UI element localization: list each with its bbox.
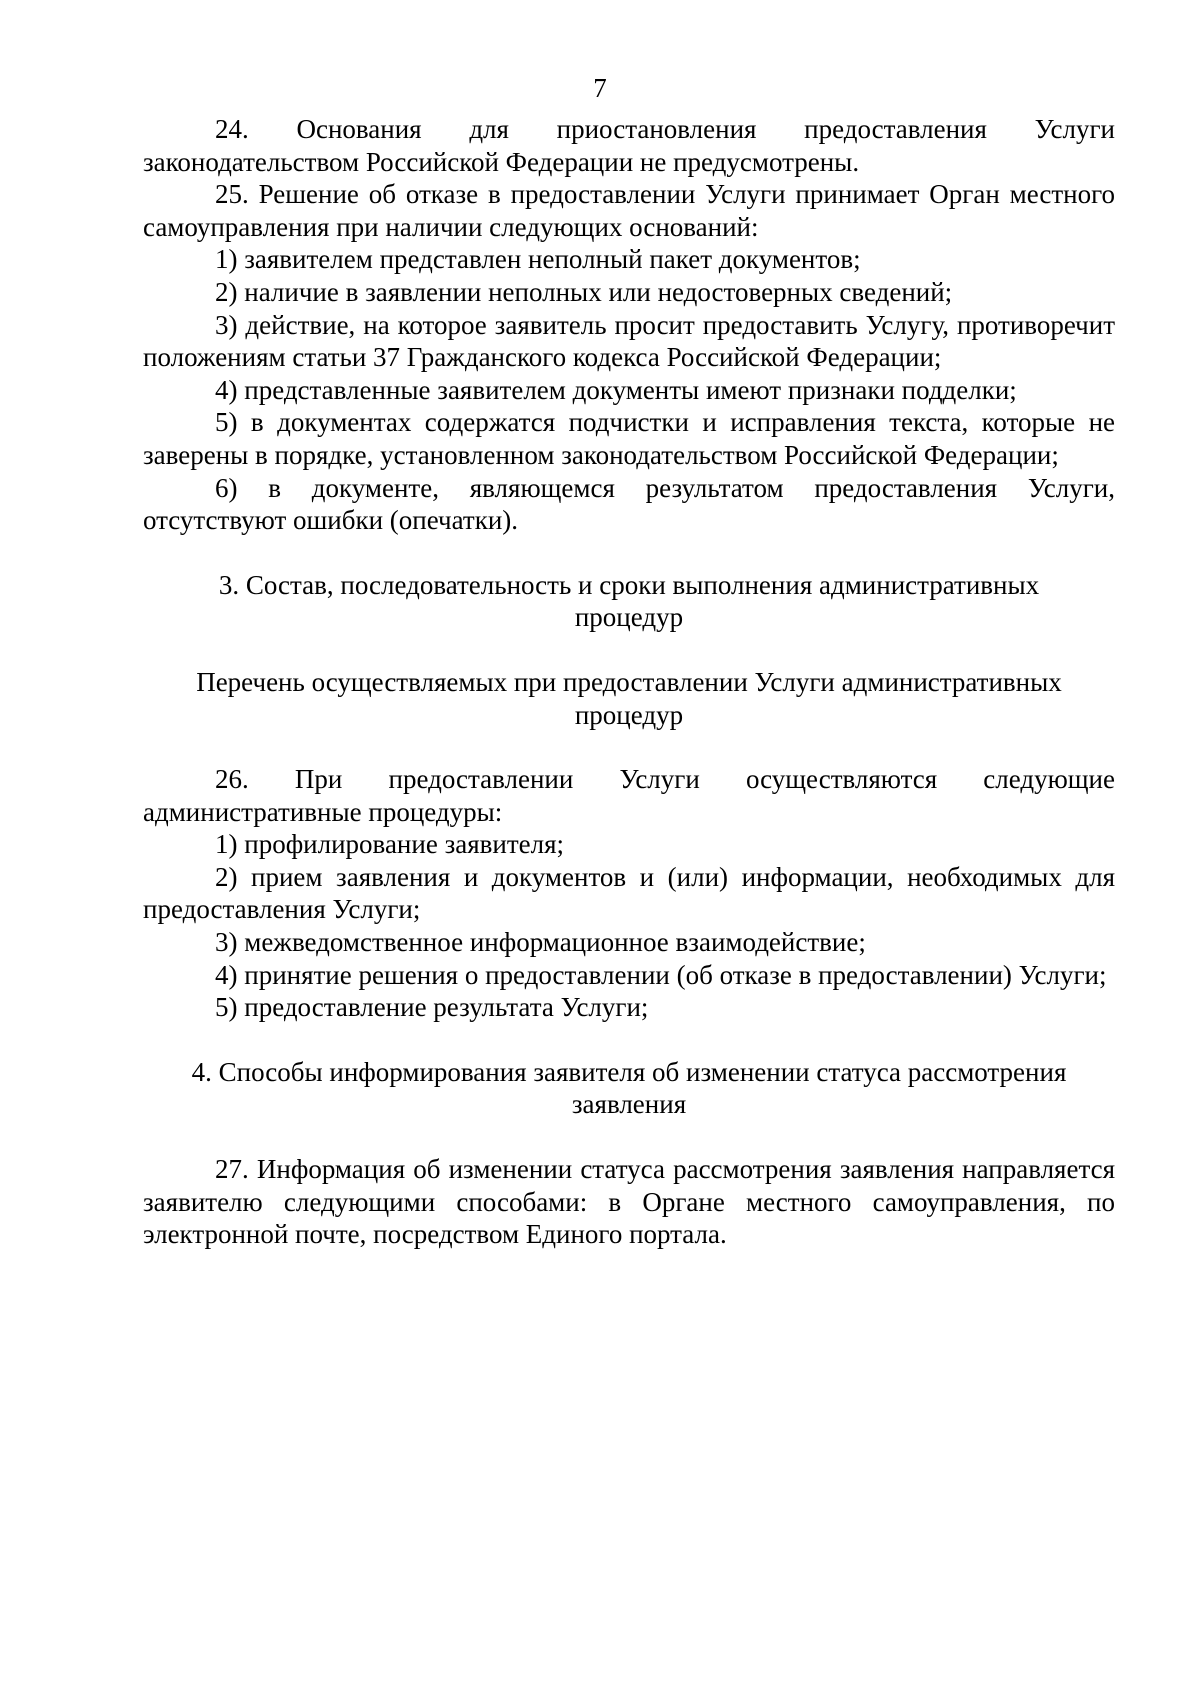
list-item: 1) профилирование заявителя; bbox=[215, 829, 565, 860]
list-item: 4) представленные заявителем документы имеют признаки подделки; bbox=[215, 374, 1017, 405]
list-item: 5) в документах содержатся подчистки и исправления текста, которые не заверены в порядке, установленном законодательством Российской Федерации; bbox=[143, 407, 1115, 470]
section-heading-4: 4. Способы информирования заявителя об изменении статуса рассмотрения заявления bbox=[191, 1056, 1067, 1120]
list-item: 5) предоставление результата Услуги; bbox=[215, 992, 649, 1023]
page-number: 7 bbox=[593, 73, 607, 103]
list-item: 2) прием заявления и документов и (или) информации, необходимых для предоставления Услуги; bbox=[143, 861, 1115, 925]
document-body bbox=[143, 113, 1115, 1251]
section-subheading-3: Перечень осуществляемых при предоставлении Услуги административных процедур bbox=[196, 666, 1062, 730]
list-item: 3) межведомственное информационное взаимодействие; bbox=[215, 927, 866, 958]
paragraph-27: 27. Информация об изменении статуса рассмотрения заявления направляется заявителю следующими способами: в Органе местного самоуправления, по электронной почте, посредством Единого портала. bbox=[143, 1154, 1115, 1250]
list-item: 1) заявителем представлен неполный пакет документов; bbox=[215, 244, 861, 275]
paragraph-26: 26. При предоставлении Услуги осуществляются следующие административные процедуры: bbox=[143, 764, 1115, 827]
list-item: 4) принятие решения о предоставлении (об отказе в предоставлении) Услуги; bbox=[215, 959, 1107, 990]
section-heading-3: 3. Состав, последовательность и сроки выполнения административных процедур bbox=[218, 569, 1040, 633]
list-item: 3) действие, на которое заявитель просит предоставить Услугу, противоречит положениям статьи 37 Гражданского кодекса Российской Федерации; bbox=[143, 309, 1115, 373]
list-item: 6) в документе, являющемся результатом предоставления Услуги, отсутствуют ошибки (опечатки). bbox=[143, 472, 1115, 536]
list-item: 2) наличие в заявлении неполных или недостоверных сведений; bbox=[215, 276, 953, 307]
paragraph-25: 25. Решение об отказе в предоставлении Услуги принимает Орган местного самоуправления при наличии следующих оснований: bbox=[143, 179, 1115, 242]
paragraph-24: 24. Основания для приостановления предоставления Услуги законодательством Российской Федерации не предусмотрены. bbox=[143, 114, 1115, 177]
